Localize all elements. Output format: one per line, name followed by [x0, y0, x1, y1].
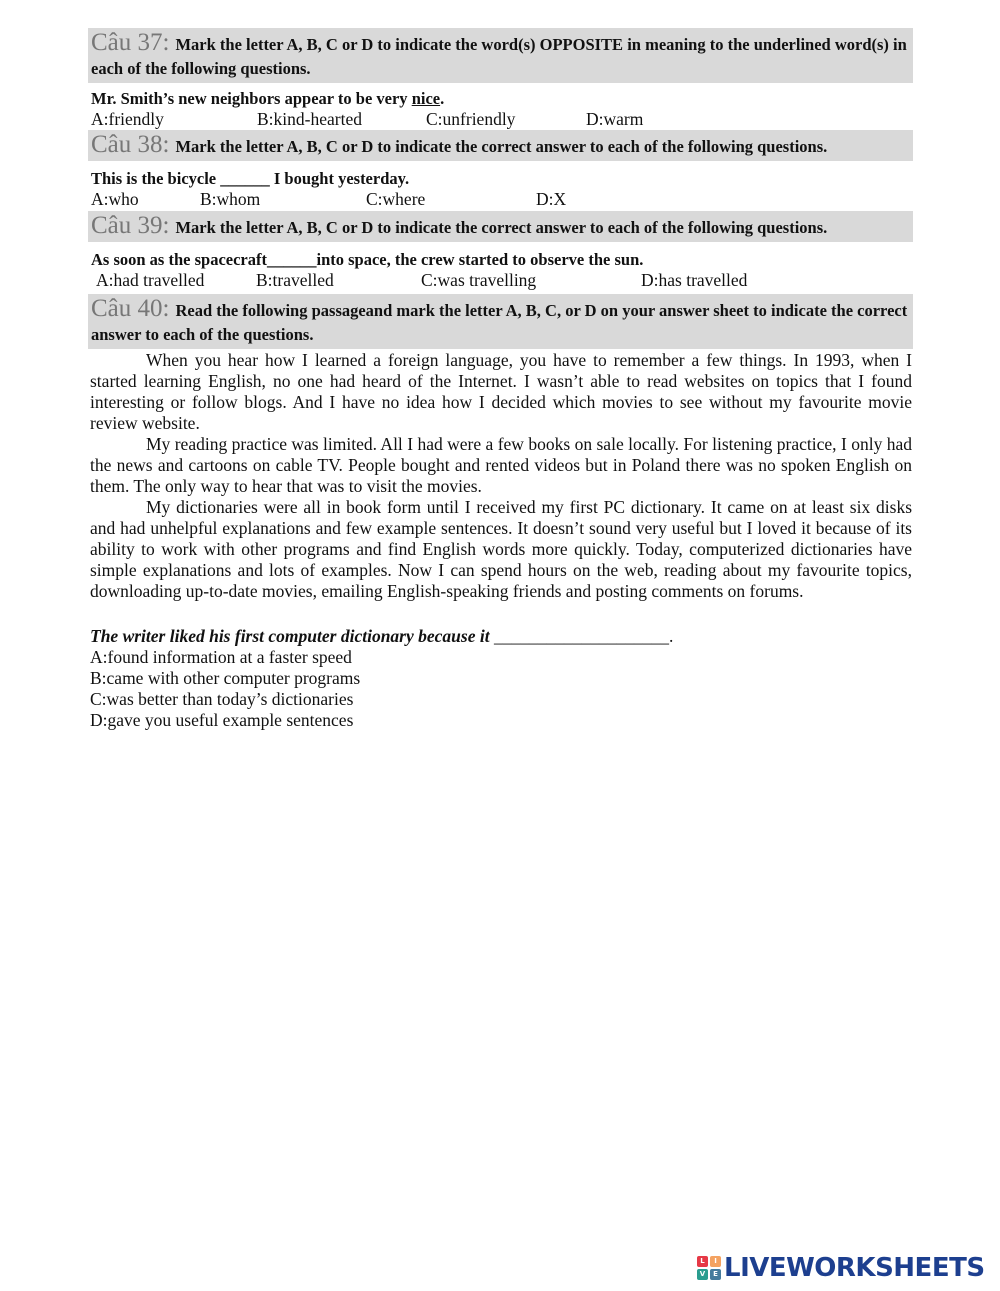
option-a[interactable]: A:friendly [91, 109, 164, 129]
logo-tile: L [697, 1256, 708, 1267]
question-39-header [88, 211, 913, 242]
question-38-instruction: Mark the letter A, B, C or D to indicate the correct answer to each of the following questions. [175, 137, 828, 156]
passage-paragraph: My reading practice was limited. All I had were a few books on sale locally. For listening practice, I only had the news and cartoons on cable TV. People bought and rented videos but in Poland there was no spoken English on them. The only way to hear that was to visit the movies. [90, 434, 912, 496]
question-39-number: Câu 39: [91, 212, 170, 239]
option-a[interactable]: A:who [91, 189, 139, 209]
question-40-number: Câu 40: [91, 295, 170, 322]
logo-text: LIVEWORKSHEETS [724, 1253, 985, 1283]
underlined-word: nice [411, 89, 441, 108]
option-b[interactable]: B:travelled [256, 270, 334, 290]
logo-tile: V [697, 1269, 708, 1280]
question-39-stem: As soon as the spacecraft______into space, the crew started to observe the sun. [91, 250, 644, 269]
option-c[interactable]: C:unfriendly [426, 109, 516, 129]
question-38-number: Câu 38: [91, 131, 170, 158]
option-a[interactable]: A:had travelled [96, 270, 205, 290]
option-c[interactable]: C:was travelling [421, 270, 537, 290]
question-37-header [88, 28, 913, 83]
liveworksheets-logo [697, 1253, 985, 1283]
passage-paragraph: My dictionaries were all in book form until I received my first PC dictionary. It came on at least six disks and had unhelpful explanations and few example sentences. It doesn’t sound very useful but I loved it because of its ability to work with other programs and find English words more quickly. Today, computerized dictionaries have simple explanations and lots of examples. Now I can spend hours on the web, reading about my favourite topics, downloading up-to-date movies, emailing English-speaking friends and posting comments on forums. [90, 497, 912, 601]
question-39-instruction: Mark the letter A, B, C or D to indicate the correct answer to each of the following questions. [175, 218, 828, 237]
question-38-header [88, 130, 913, 161]
question-37-options [91, 109, 891, 129]
logo-tile: E [710, 1269, 721, 1280]
option-b[interactable]: B:kind-hearted [257, 109, 362, 129]
question-40-prompt: The writer liked his first computer dictionary because it ____________________. [90, 626, 674, 646]
option-c[interactable]: C:was better than today’s dictionaries [90, 689, 354, 709]
option-b[interactable]: B:whom [200, 189, 261, 209]
reading-passage [90, 350, 912, 602]
option-c[interactable]: C:where [366, 189, 426, 209]
option-b[interactable]: B:came with other computer programs [90, 668, 361, 688]
question-40-instruction: Read the following passageand mark the letter A, B, C, or D on your answer sheet to indicate the correct answer to each of the questions. [91, 301, 908, 344]
option-d[interactable]: D:warm [586, 109, 644, 129]
question-38-stem: This is the bicycle ______ I bought yesterday. [91, 169, 410, 188]
question-37-stem: Mr. Smith’s new neighbors appear to be very nice. [91, 89, 445, 108]
question-38-options [91, 189, 891, 209]
logo-icon [697, 1256, 721, 1280]
question-40-options [90, 647, 360, 731]
option-a[interactable]: A:found information at a faster speed [90, 647, 352, 667]
option-d[interactable]: D:has travelled [641, 270, 748, 290]
option-d[interactable]: D:X [536, 189, 567, 209]
logo-tile: I [710, 1256, 721, 1267]
question-39-options [91, 270, 891, 290]
question-37-number: Câu 37: [91, 29, 170, 56]
question-40-header [88, 294, 913, 349]
answer-blank: ____________________. [489, 626, 674, 646]
passage-paragraph: When you hear how I learned a foreign language, you have to remember a few things. In 1993, when I started learning English, no one had heard of the Internet. I wasn’t able to read websites on topics that I found interesting or follow blogs. And I have no idea how I decided which movies to see without my favourite movie review website. [90, 350, 912, 433]
option-d[interactable]: D:gave you useful example sentences [90, 710, 354, 730]
question-37-instruction: Mark the letter A, B, C or D to indicate the word(s) OPPOSITE in meaning to the underlined word(s) in each of the following questions. [91, 35, 907, 78]
